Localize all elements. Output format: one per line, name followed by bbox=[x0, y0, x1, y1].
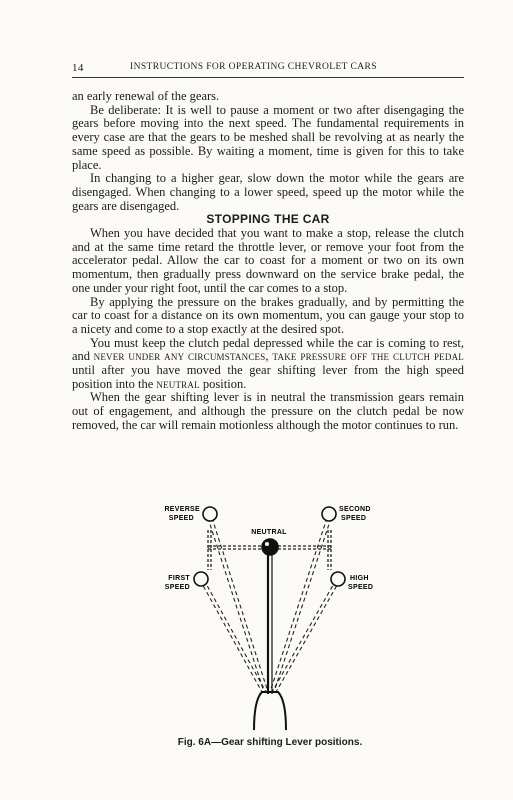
lever-boot bbox=[254, 692, 286, 730]
p6-warning-text: never under any circumstances, take pressure off the clutch pedal bbox=[93, 349, 464, 364]
label-high-2: SPEED bbox=[348, 584, 374, 591]
label-high-1: HIGH bbox=[350, 575, 369, 582]
paragraph-6 bbox=[72, 337, 464, 392]
page-header bbox=[72, 62, 464, 78]
high-knob bbox=[331, 572, 345, 586]
paragraph-3: In changing to a higher gear, slow down the motor while the gears are disengaged. When changing to a lower speed, speed up the motor while the gears are disengaged. bbox=[72, 171, 464, 213]
figure-caption: Fig. 6A—Gear shifting Lever positions. bbox=[177, 737, 363, 748]
label-second-1: SECOND bbox=[339, 506, 371, 513]
gear-shift-svg bbox=[150, 500, 390, 730]
neutral-knob bbox=[262, 539, 278, 555]
page-body bbox=[72, 90, 464, 433]
p6-text-e: position. bbox=[199, 376, 247, 391]
second-knob bbox=[322, 507, 336, 521]
paragraph-5: By applying the pressure on the brakes gradually, and by permitting the car to coast for a distance on its own momentum, you can gauge your stop to a nicety and come to a stop exactly at the desired spot. bbox=[72, 294, 464, 336]
running-title: INSTRUCTIONS FOR OPERATING CHEVROLET CARS bbox=[130, 62, 377, 72]
paragraph-2: Be deliberate: It is well to pause a moment or two after disengaging the gears before moving into the next speed. The fundamental requirements in every case are that the gears to be meshed shall be revolving at as nearly the same speed as possible. By waiting a moment, time is given for this to take place. bbox=[72, 102, 464, 172]
first-knob bbox=[194, 572, 208, 586]
paragraph-7: When the gear shifting lever is in neutral the transmission gears remain out of engagement, and although the pressure on the clutch pedal be now removed, the car will remain motionless although the motor continues to run. bbox=[72, 390, 464, 432]
page-number: 14 bbox=[72, 62, 84, 74]
p6-text-c: until after you have moved the gear shifting lever from the high speed position into the bbox=[72, 363, 464, 391]
paragraph-1: an early renewal of the gears. bbox=[72, 89, 220, 103]
p6-text-a: You must keep the clutch pedal depressed while the car is coming to rest, and bbox=[72, 335, 464, 364]
label-first-2: SPEED bbox=[164, 584, 190, 591]
label-first-1: FIRST bbox=[168, 575, 190, 582]
p6-neutral-text: neutral bbox=[156, 376, 200, 391]
label-second-2: SPEED bbox=[341, 515, 367, 522]
paragraph-4: When you have decided that you want to make a stop, release the clutch and at the same time retard the throttle lever, or remove your foot from the accelerator pedal. Allow the car to coast for a moment or two on its own momentum, then gradually press downward on the service brake pedal, the one under your right foot, until the car comes to a stop. bbox=[72, 226, 464, 295]
label-reverse-1: REVERSE bbox=[164, 506, 200, 513]
section-heading: STOPPING THE CAR bbox=[206, 212, 330, 227]
gear-shift-diagram bbox=[150, 500, 390, 730]
label-neutral: NEUTRAL bbox=[251, 529, 287, 536]
reverse-knob bbox=[203, 507, 217, 521]
label-reverse-2: SPEED bbox=[168, 515, 194, 522]
